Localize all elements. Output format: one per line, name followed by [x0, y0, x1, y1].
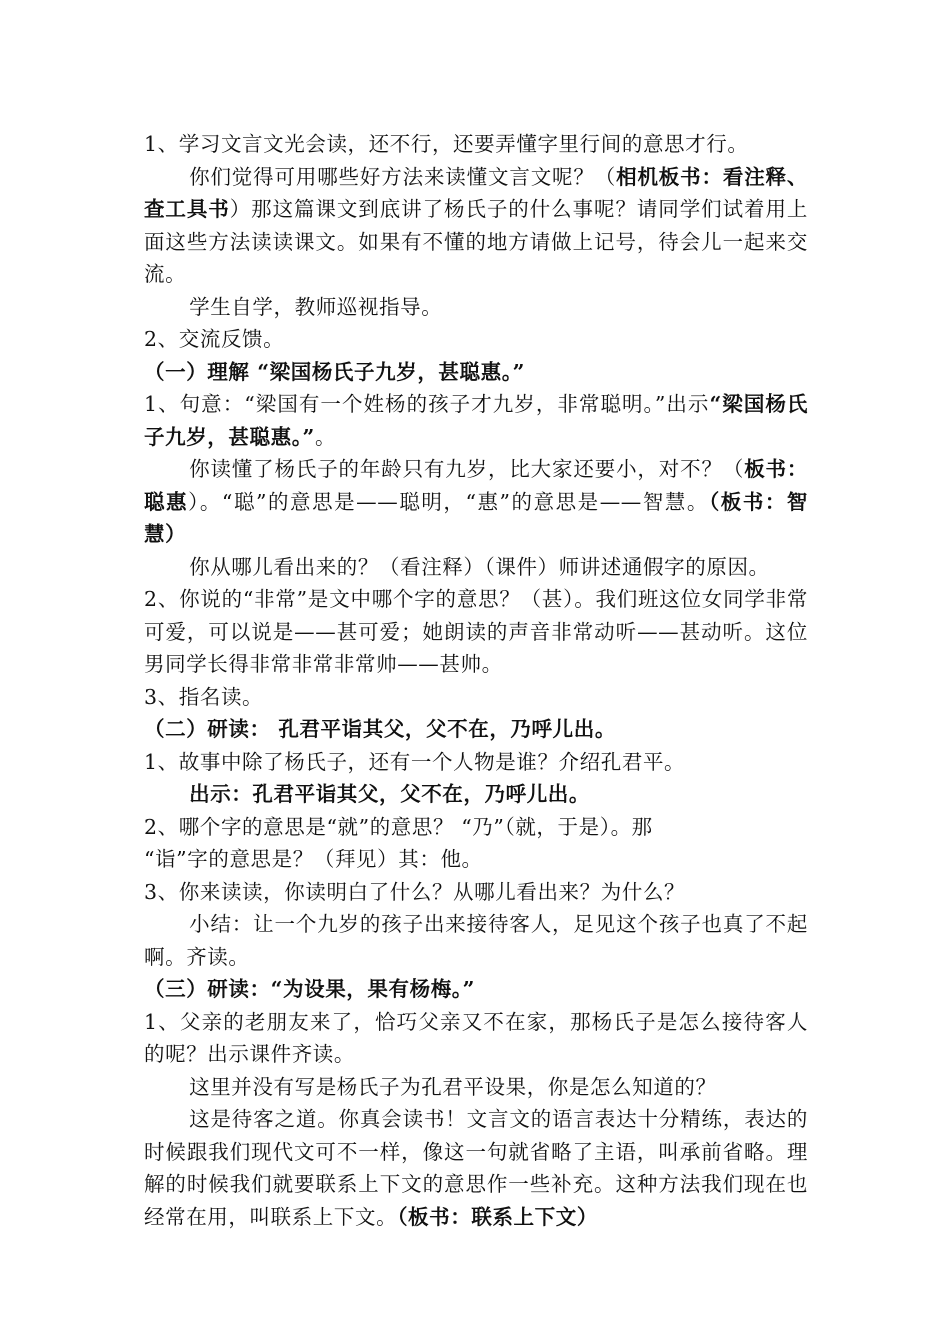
paragraph	[144, 323, 808, 356]
paragraph	[144, 843, 808, 876]
text-run: 学生自学，教师巡视指导。	[189, 294, 443, 319]
text-run: ）。“聪”的意思是——聪明，“惠”的意思是——智慧。	[188, 489, 709, 514]
text-run: 2、哪个字的意思是“就”的意思？ “乃”（就，于是）。那	[144, 814, 653, 839]
document-body	[144, 128, 808, 1233]
paragraph	[144, 1103, 808, 1233]
text-run: 1、父亲的老朋友来了，恰巧父亲又不在家，那杨氏子是怎么接待客人的呢？出示课件齐读。	[144, 1009, 808, 1066]
paragraph	[144, 161, 808, 291]
text-run: 这是待客之道。你真会读书！文言文的语言表达十分精练，表达的时候跟我们现代文可不一样，像这一句就省略了主语，叫承前省略。理解的时候我们就要联系上下文的意思作一些补充。这种方法我们现在也经常在用，叫联系上下文。	[144, 1107, 808, 1229]
text-run: 3、你来读读，你读明白了什么？从哪儿看出来？为什么？	[144, 879, 686, 904]
bold-text-run: （一）理解 “梁国杨氏子九岁，甚聪惠。”	[144, 359, 525, 384]
text-run: 1、学习文言文光会读，还不行，还要弄懂字里行间的意思才行。	[144, 132, 749, 156]
paragraph	[144, 1006, 808, 1071]
text-run: 2、你说的“非常”是文中哪个字的意思？（甚）。我们班这位女同学非常可爱，可以说是——甚可爱；她朗读的声音非常动听——甚动听。这位男同学长得非常非常非常帅——甚帅。	[144, 587, 808, 676]
text-run: 2、交流反馈。	[144, 327, 285, 351]
text-run: 1、句意：“梁国有一个姓杨的孩子才九岁，非常聪明。”出示	[144, 392, 710, 416]
text-run: 你们觉得可用哪些好方法来读懂文言文呢？（	[189, 164, 617, 189]
paragraph	[144, 973, 808, 1006]
bold-text-run: （板书：联系上下文）	[397, 1204, 598, 1229]
paragraph	[144, 583, 808, 681]
bold-text-run: 相机板书：看注释、查工具书	[144, 164, 808, 221]
text-run: 你从哪儿看出来的？（看注释）（课件）师讲述通假字的原因。	[189, 554, 770, 579]
bold-text-run: （三）研读：“为设果，果有杨梅。”	[144, 977, 476, 1001]
text-run: 3、指名读。	[144, 684, 264, 709]
text-run: 你读懂了杨氏子的年龄只有九岁，比大家还要小，对不？（	[189, 457, 745, 481]
bold-text-run: 板书：聪惠	[144, 457, 808, 514]
paragraph	[144, 778, 808, 811]
paragraph	[144, 356, 808, 389]
paragraph	[144, 551, 808, 584]
paragraph	[144, 453, 808, 551]
text-run: 小结：让一个九岁的孩子出来接待客人，足见这个孩子也真了不起啊。齐读。	[144, 912, 808, 969]
text-run: ）那这篇课文到底讲了杨氏子的什么事呢？请同学们试着用上面这些方法读读课文。如果有不懂的地方请做上记号，待会儿一起来交流。	[144, 197, 808, 286]
paragraph	[144, 681, 808, 714]
paragraph	[144, 876, 808, 909]
bold-text-run: 出示：孔君平诣其父，父不在，乃呼儿出。	[189, 782, 590, 806]
paragraph	[144, 811, 808, 844]
paragraph	[144, 388, 808, 453]
text-run: 。	[314, 424, 337, 449]
paragraph	[144, 908, 808, 973]
text-run: 这里并没有写是杨氏子为孔君平设果，你是怎么知道的？	[189, 1074, 717, 1099]
paragraph	[144, 128, 808, 161]
paragraph	[144, 1071, 808, 1104]
paragraph	[144, 291, 808, 324]
bold-text-run: （二）研读： 孔君平诣其父，父不在，乃呼儿出。	[144, 717, 616, 741]
bold-text-run: （板书：智慧）	[144, 489, 809, 546]
text-run: “诣”字的意思是？（拜见）其：他。	[144, 847, 483, 871]
paragraph	[144, 746, 808, 779]
text-run: 1、故事中除了杨氏子，还有一个人物是谁？介绍孔君平。	[144, 749, 686, 774]
paragraph	[144, 713, 808, 746]
bold-text-run: “梁国杨氏子九岁，甚聪惠。”	[144, 392, 808, 449]
